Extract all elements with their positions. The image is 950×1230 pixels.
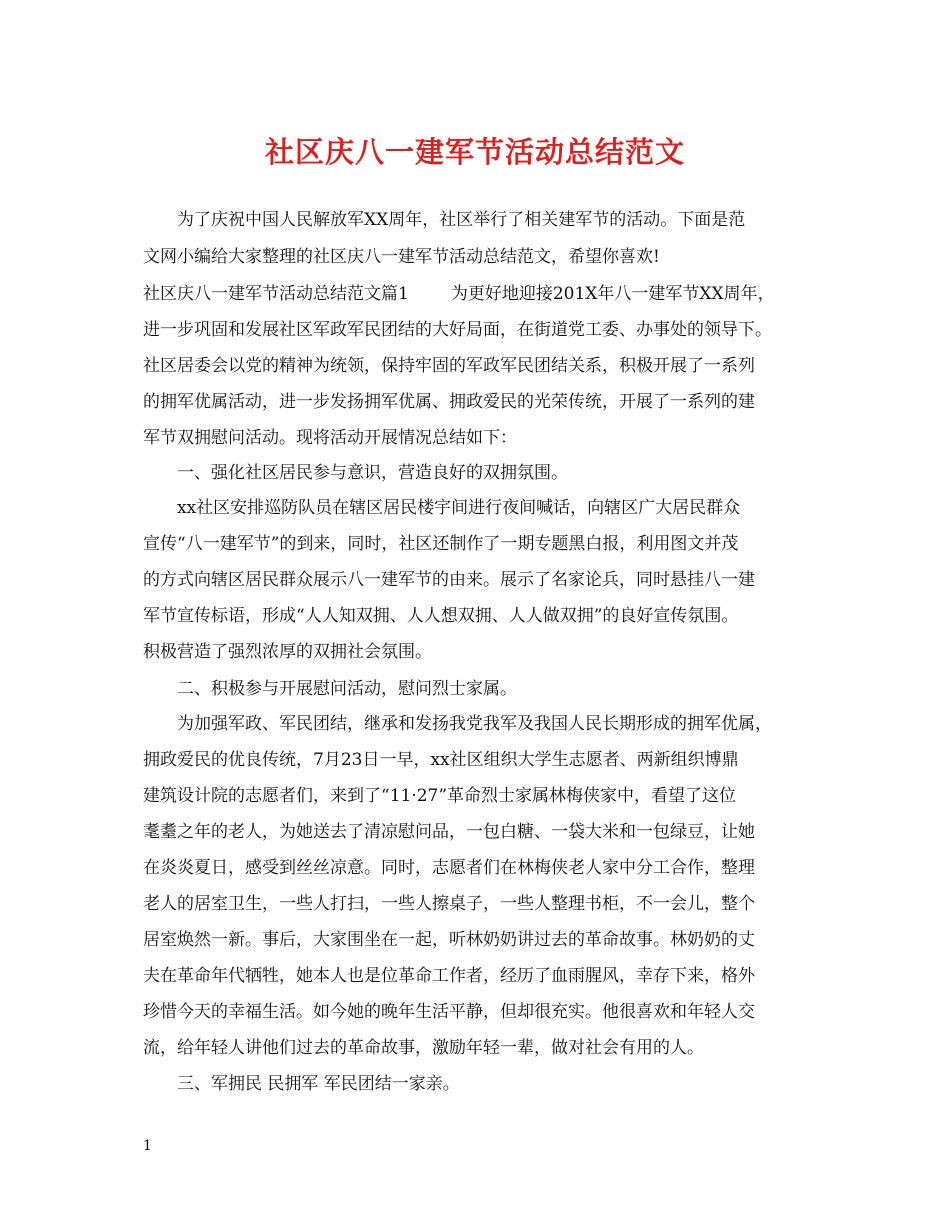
section-heading-text: 社区庆八一建军节活动总结范文篇1 (143, 284, 409, 304)
paragraph-line: 在炎炎夏日，感受到丝丝凉意。同时，志愿者们在林梅侠老人家中分工合作，整理 (143, 858, 755, 878)
paragraph-line: 老人的居室卫生，一些人打扫，一些人擦桌子，一些人整理书柜，不一会儿，整个 (143, 894, 755, 914)
paragraph-line: 建筑设计院的志愿者们，来到了“11·27”革命烈士家属林梅侠家中，看望了这位 (143, 786, 737, 806)
paragraph-text: 为更好地迎接201X年八一建军节XX周年， (450, 284, 775, 304)
paragraph-line: 宣传“八一建军节”的到来，同时，社区还制作了一期专题黑白报，利用图文并茂 (143, 534, 739, 554)
paragraph-line-section-heading (143, 278, 775, 311)
paragraph-line: 军节双拥慰问活动。现将活动开展情况总结如下： (143, 428, 517, 448)
section-heading: 二、积极参与开展慰问活动，慰问烈士家属。 (177, 679, 517, 699)
paragraph-line: 为加强军政、军民团结，继承和发扬我党我军及我国人民长期形成的拥军优属， (177, 714, 772, 734)
paragraph-line: 积极营造了强烈浓厚的双拥社会氛围。 (143, 642, 432, 662)
paragraph-line: 拥政爱民的优良传统，7月23日一早，xx社区组织大学生志愿者、两新组织博鼎 (143, 750, 739, 770)
paragraph-line: 进一步巩固和发展社区军政军民团结的大好局面，在街道党工委、办事处的领导下。 (143, 320, 772, 340)
paragraph-line: 珍惜今天的幸福生活。如今她的晚年生活平静，但却很充实。他很喜欢和年轻人交 (143, 1002, 755, 1022)
paragraph-line: 文网小编给大家整理的社区庆八一建军节活动总结范文，希望你喜欢! (143, 247, 660, 267)
paragraph-line: 的方式向辖区居民群众展示八一建军节的由来。展示了名家论兵，同时悬挂八一建 (143, 570, 755, 590)
document-title: 社区庆八一建军节活动总结范文 (264, 135, 685, 169)
paragraph-line: xx社区安排巡防队员在辖区居民楼宇间进行夜间喊话，向辖区广大居民群众 (177, 498, 741, 518)
paragraph-line: 的拥军优属活动，进一步发扬拥军优属、拥政爱民的光荣传统，开展了一系列的建 (143, 392, 755, 412)
paragraph-line: 耄耋之年的老人，为她送去了清凉慰问品，一包白糖、一袋大米和一包绿豆，让她 (143, 822, 755, 842)
paragraph-line: 居室焕然一新。事后，大家围坐在一起，听林奶奶讲过去的革命故事。林奶奶的丈 (143, 930, 755, 950)
paragraph-line: 为了庆祝中国人民解放军XX周年，社区举行了相关建军节的活动。下面是范 (177, 210, 746, 230)
paragraph-line: 夫在革命年代牺牲，她本人也是位革命工作者，经历了血雨腥风，幸存下来，格外 (143, 966, 755, 986)
section-heading: 一、强化社区居民参与意识，营造良好的双拥氛围。 (177, 463, 568, 483)
paragraph-line: 社区居委会以党的精神为统领，保持牢固的军政军民团结关系，积极开展了一系列 (143, 356, 755, 376)
paragraph-line: 军节宣传标语，形成“人人知双拥、人人想双拥、人人做双拥”的良好宣传氛围。 (143, 606, 739, 626)
section-heading: 三、军拥民 民拥军 军民团结一家亲。 (177, 1074, 460, 1094)
paragraph-line: 流，给年轻人讲他们过去的革命故事，激励年轻一辈，做对社会有用的人。 (143, 1038, 704, 1058)
page-number: 1 (143, 1138, 152, 1154)
